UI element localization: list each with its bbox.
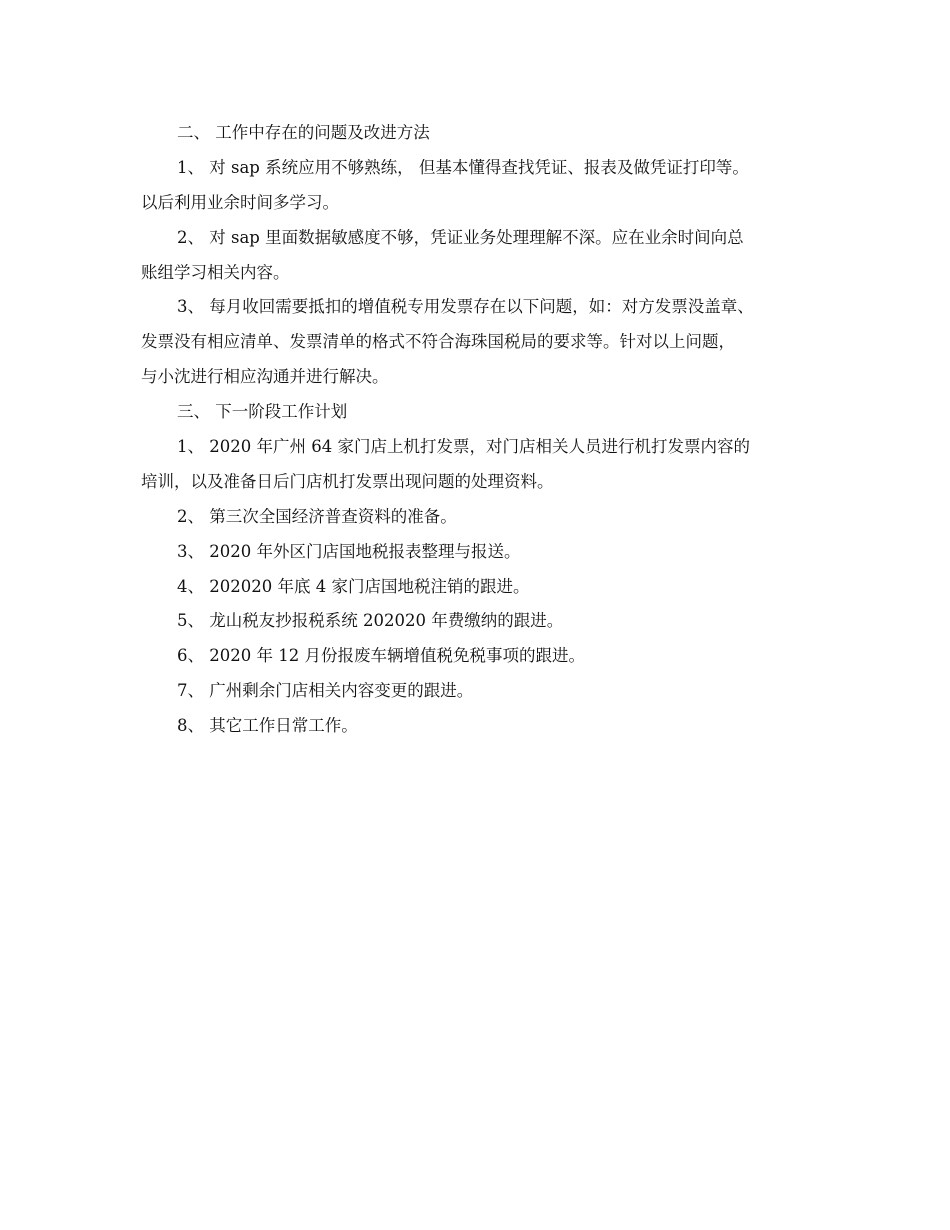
plan-item-1-continued: 培训，以及准备日后门店机打发票出现问题的处理资料。 xyxy=(141,471,554,491)
plan-item-3: 3、 2020 年外区门店国地税报表整理与报送。 xyxy=(177,541,521,561)
problem-item-1-continued: 以后利用业余时间多学习。 xyxy=(141,192,339,212)
plan-item-4: 4、 202020 年底 4 家门店国地税注销的跟进。 xyxy=(177,576,530,596)
section-heading-plan: 三、 下一阶段工作计划 xyxy=(177,402,348,422)
plan-item-8: 8、 其它工作日常工作。 xyxy=(177,716,358,736)
plan-item-6: 6、 2020 年 12 月份报废车辆增值税免税事项的跟进。 xyxy=(177,646,585,666)
problem-item-2-continued: 账组学习相关内容。 xyxy=(141,262,290,282)
plan-item-2: 2、 第三次全国经济普查资料的准备。 xyxy=(177,506,457,526)
plan-item-5: 5、 龙山税友抄报税系统 202020 年费缴纳的跟进。 xyxy=(177,611,564,631)
plan-item-7: 7、 广州剩余门店相关内容变更的跟进。 xyxy=(177,681,474,701)
document-body xyxy=(141,116,831,744)
problem-item-3-continued-a: 发票没有相应清单、发票清单的格式不符合海珠国税局的要求等。针对以上问题， xyxy=(141,332,735,352)
problem-item-3: 3、 每月收回需要抵扣的增值税专用发票存在以下问题，如：对方发票没盖章、 xyxy=(177,297,754,317)
section-heading-problems: 二、 工作中存在的问题及改进方法 xyxy=(177,123,430,142)
problem-item-3-continued-b: 与小沈进行相应沟通并进行解决。 xyxy=(141,367,389,387)
problem-item-1: 1、 对 sap 系统应用不够熟练， 但基本懂得查找凭证、报表及做凭证打印等。 xyxy=(177,157,749,177)
plan-item-1: 1、 2020 年广州 64 家门店上机打发票，对门店相关人员进行机打发票内容的 xyxy=(177,437,750,457)
problem-item-2: 2、 对 sap 里面数据敏感度不够，凭证业务处理理解不深。应在业余时间向总 xyxy=(177,227,744,247)
